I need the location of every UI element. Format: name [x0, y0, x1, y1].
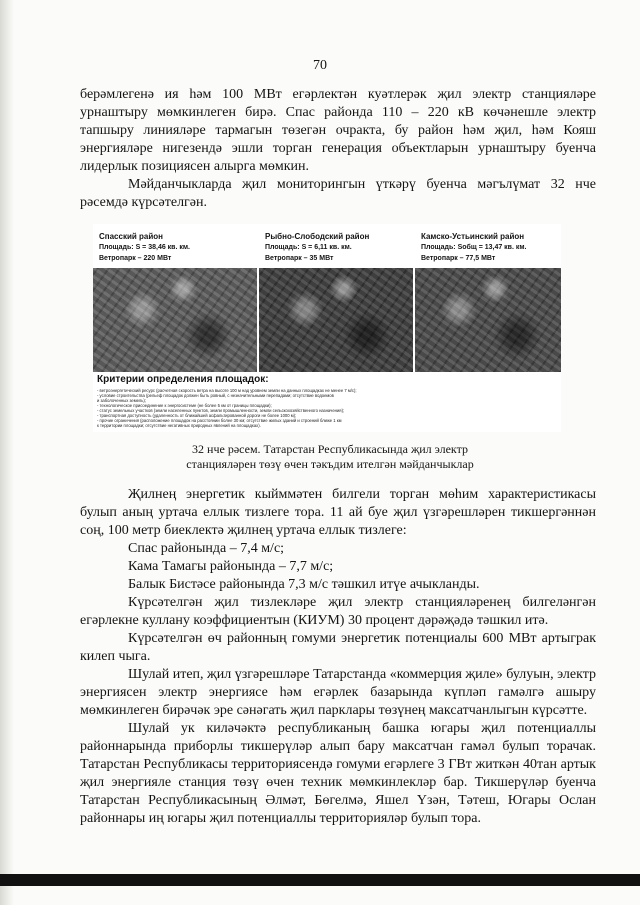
caption-line: станцияләрен төзү өчен тәкъдим ителгән мәйданчыклар [186, 457, 474, 471]
satellite-map-image [259, 268, 413, 372]
caption-line: 32 нче рәсем. Татарстан Республикасында җил электр [192, 442, 468, 456]
intro-paragraph: берәмлегенә ия һәм 100 МВт егәрлектән куәтлерәк җил электр станцияләре урнаштыру мөмкинлеген бирә. Спас районда 110 – 220 кВ көчәнешле электр тапшыру линияләре тармагын төзегән очракта, бу район һәм җил, һәм Кояш энергияләре нигезендә эшли торган генерация объектларын урнаштыру буенча лидерлык позициясен алырга мөмкин. [80, 87, 596, 174]
criteria-line: - условие строительства (рельеф площадок должен быть ровный, с незначительными перепадами; отсутствие водоемов [97, 393, 334, 398]
body-text-block [80, 486, 596, 828]
criteria-line: - прочие ограничения (расположение площадок на расстоянии более 30 км; отсутствие жилых зданий и строений ближе 1 км [97, 418, 342, 423]
criteria-line: к территории площадки; отсутствие негативных природных явлений на площадках). [97, 423, 261, 428]
body-paragraph: Күрсәтелгән җил тизлекләре җил электр станцияләренең билгеләнгән егәрлекне куллану коэффициентын (КИУМ) 30 процент дәрәҗәдә тәшкил итә. [80, 595, 596, 628]
page-number: 70 [313, 58, 327, 73]
panel-title: Рыбно-Слободский район [265, 232, 370, 241]
figure-panel-rybno-slobodsky [259, 224, 413, 372]
figure-reference-paragraph: Мәйданчыкларда җил мониторингын үткәрү буенча мәгълүмат 32 нче рәсемдә күрсәтелгән. [80, 177, 596, 210]
body-paragraph: Кама Тамагы районында – 7,7 м/с; [128, 559, 334, 574]
panel-area: Площадь: Sобщ = 13,47 кв. км. [421, 244, 527, 251]
wind-sites-figure [93, 224, 561, 432]
panel-windpark: Ветропарк – 35 МВт [265, 255, 334, 262]
criteria-box [93, 372, 561, 432]
figure-panel-kamsko-ustinsky [415, 224, 561, 372]
criteria-line: - транспортная доступность (удаленность от ближайшей асфальтированной дороги не более 1000 м); [97, 413, 297, 418]
body-paragraph: Җилнең энергетик кыйммәтен билгели торган мөһим характеристикасы булып аның уртача еллык тизлеге тора. 11 ай буе җил үзгәрешләрен тикшергәннән соң, 100 метр биеклектә җилнең уртача еллык тизлеге: [80, 487, 596, 538]
panel-area: Площадь: S = 6,11 кв. км. [265, 244, 352, 251]
panel-title: Камско-Устьинский район [421, 232, 525, 241]
criteria-title: Критерии определения площадок: [97, 374, 269, 385]
scan-bottom-bar [0, 874, 640, 886]
criteria-line: и заболоченных земель); [97, 398, 146, 403]
figure-caption [0, 442, 640, 472]
body-paragraph: Шулай ук киләчәктә республиканың башка югары җил потенциаллы районнарында приборлы тикшерүләр алып бару максатчан гамәл булып торачак. Татарстан Республикасы территориясендә гомуми егәрлеге 3 ГВт житкән 40тан артык җил энергияле станция төзү өчен техник мөмкинлекләр бар. Тикшерүләр буенча Татарстан Республикасының Әлмәт, Бөгелмә, Яшел Үзән, Тәтеш, Югары Ослан районнары иң югары җил потенциаллы территорияләр булып тора. [80, 721, 596, 826]
body-paragraph: Күрсәтелгән өч районның гомуми энергетик потенциалы 600 МВт артыграк килеп чыга. [80, 631, 596, 664]
criteria-line: - статус земельных участков (земли населенных пунктов, земли промышленности, земли сельскохозяйственного назначения); [97, 408, 345, 413]
criteria-line: - технологическое присоединение к энергосистеме (не более 5 км от границы площадки); [97, 403, 272, 408]
satellite-map-image [93, 268, 257, 372]
intro-paragraph-block [80, 86, 596, 212]
criteria-line: - ветроэнергетический ресурс (расчетная скорость ветра на высоте 100 м над уровнем земли на данных площадках не менее 7 м/с); [97, 388, 357, 393]
panel-title: Спасский район [99, 232, 163, 241]
panel-area: Площадь: S = 38,46 кв. км. [99, 244, 190, 251]
body-paragraph: Балык Бистәсе районында 7,3 м/с тәшкил итүе ачыкланды. [128, 577, 480, 592]
satellite-map-image [415, 268, 561, 372]
panel-windpark: Ветропарк – 220 МВт [99, 255, 172, 262]
body-paragraph: Спас районында – 7,4 м/с; [128, 541, 285, 556]
body-paragraph: Шулай итеп, җил үзгәрешләре Татарстанда «коммерция җиле» булуын, электр энергиясен электр энергиясе һәм егәрлек базарында күпләп гамәлгә ашыру мөмкинлеген бирәчәк эре сәнәгать җил парклары төзүнең максатчанлыгын күрсәтте. [80, 667, 596, 718]
figure-panel-spassky [93, 224, 257, 372]
panel-windpark: Ветропарк – 77,5 МВт [421, 255, 496, 262]
